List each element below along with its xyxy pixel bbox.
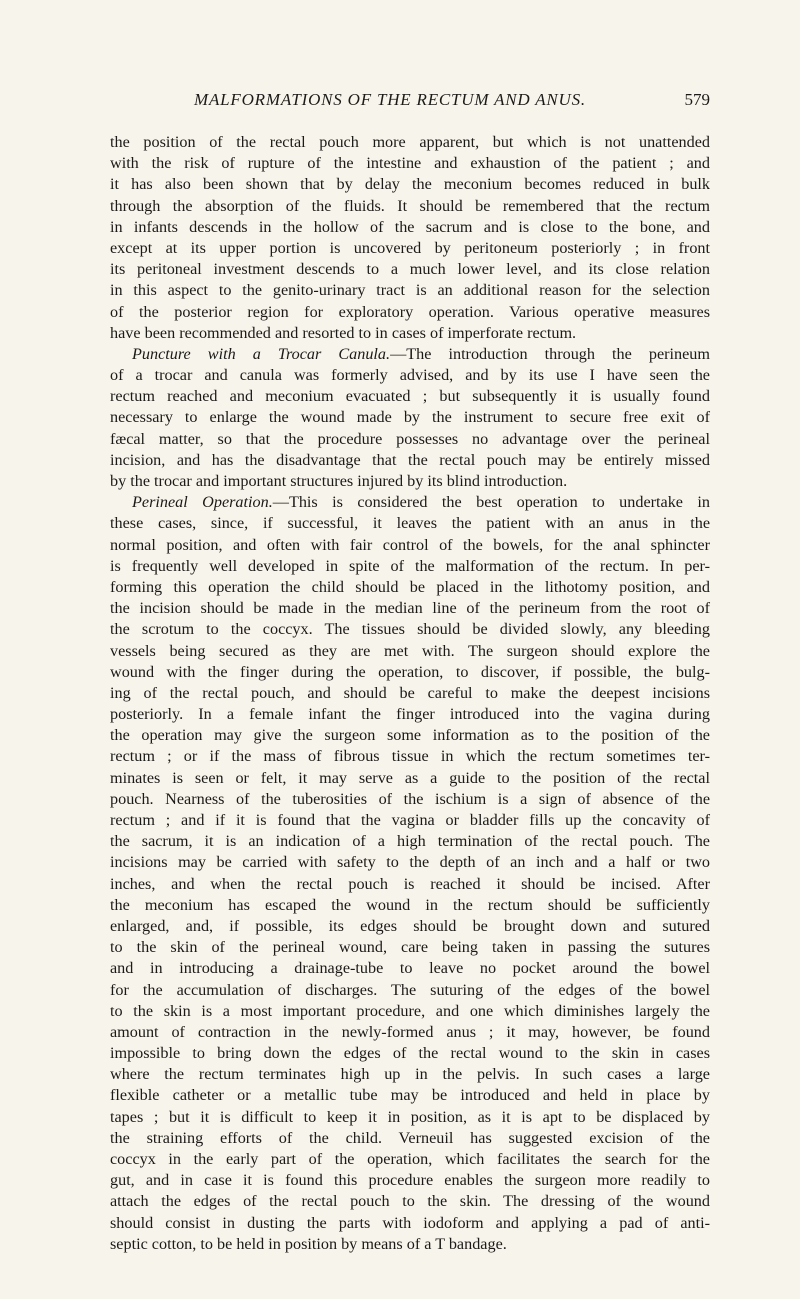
text-line: in infants descends in the hollow of the sacrum and is close to the bone, and xyxy=(110,217,710,236)
text-line: amount of contraction in the newly-formed anus ; it may, however, be found xyxy=(110,1022,710,1041)
text-line: of the posterior region for exploratory operation. Various operative measures xyxy=(110,302,710,321)
text-line: incisions may be carried with safety to the depth of an inch and a half or two xyxy=(110,853,710,872)
text-line: to the skin is a most important procedure, and one which diminishes largely the xyxy=(110,1001,710,1020)
text-line: should consist in dusting the parts with iodoform and applying a pad of anti- xyxy=(110,1213,710,1232)
text-run: —This is considered the best operation to undertake in xyxy=(272,493,710,512)
paragraph-start-perineal xyxy=(110,492,710,513)
text-line: for the accumulation of discharges. The suturing of the edges of the bowel xyxy=(110,980,710,999)
text-line: the position of the rectal pouch more apparent, but which is not unattended xyxy=(110,133,710,151)
text-line: incision, and has the disadvantage that the rectal pouch may be entirely missed xyxy=(110,450,710,469)
text-line: where the rectum terminates high up in the pelvis. In such cases a large xyxy=(110,1065,710,1084)
text-run: —The introduction through the perineum xyxy=(390,344,710,363)
running-head xyxy=(110,90,710,112)
text-line: ing of the rectal pouch, and should be careful to make the deepest incisions xyxy=(110,683,710,702)
text-line: inches, and when the rectal pouch is reached it should be incised. After xyxy=(110,874,710,893)
text-line: in this aspect to the genito-urinary tract is an additional reason for the selection xyxy=(110,281,710,300)
text-line: rectum ; and if it is found that the vagina or bladder fills up the concavity of xyxy=(110,811,710,829)
text-line: flexible catheter or a metallic tube may be introduced and held in place by xyxy=(110,1086,710,1105)
text-line: have been recommended and resorted to in cases of imperforate rectum. xyxy=(110,323,577,342)
text-line: coccyx in the early part of the operation, which facilitates the search for the xyxy=(110,1150,710,1168)
text-line: these cases, since, if successful, it leaves the patient with an anus in the xyxy=(110,514,710,533)
text-line: fæcal matter, so that the procedure possesses no advantage over the perineal xyxy=(110,429,710,448)
text-line: the scrotum to the coccyx. The tissues should be divided slowly, any bleeding xyxy=(110,620,710,639)
page-number: 579 xyxy=(684,90,710,109)
text-line: posteriorly. In a female infant the finger introduced into the vagina during xyxy=(110,705,710,724)
text-line: impossible to bring down the edges of the rectal wound to the skin in cases xyxy=(110,1044,710,1063)
text-line: pouch. Nearness of the tuberosities of the ischium is a sign of absence of the xyxy=(110,789,710,808)
text-line: normal position, and often with fair control of the bowels, for the anal sphincter xyxy=(110,535,710,554)
text-line: with the risk of rupture of the intestine and exhaustion of the patient ; and xyxy=(110,154,710,173)
text-line: of a trocar and canula was formerly advised, and by its use I have seen the xyxy=(110,366,710,385)
text-line: by the trocar and important structures injured by its blind introduction. xyxy=(110,472,568,490)
text-line: forming this operation the child should be placed in the lithotomy position, and xyxy=(110,577,710,596)
running-title: MALFORMATIONS OF THE RECTUM AND ANUS. xyxy=(194,90,586,109)
text-line: minates is seen or felt, it may serve as a guide to the position of the rectal xyxy=(110,768,710,787)
text-line: to the skin of the perineal wound, care being taken in passing the sutures xyxy=(110,938,710,957)
text-line: attach the edges of the rectal pouch to the skin. The dressing of the wound xyxy=(110,1192,710,1211)
body-text xyxy=(110,132,710,1255)
text-line: the incision should be made in the median line of the perineum from the root of xyxy=(110,599,710,618)
text-line: the meconium has escaped the wound in the rectum should be sufficiently xyxy=(110,895,710,914)
text-line: tapes ; but it is difficult to keep it in position, as it is apt to be displaced by xyxy=(110,1107,710,1126)
text-line: is frequently well developed in spite of the malformation of the rectum. In per- xyxy=(110,556,710,575)
text-line: and in introducing a drainage-tube to leave no pocket around the bowel xyxy=(110,959,710,978)
text-line: the straining efforts of the child. Verneuil has suggested excision of the xyxy=(110,1128,710,1147)
text-line: rectum reached and meconium evacuated ; but subsequently it is usually found xyxy=(110,387,710,406)
text-line: the sacrum, it is an indication of a high termination of the rectal pouch. The xyxy=(110,832,710,851)
text-line: vessels being secured as they are met with. The surgeon should explore the xyxy=(110,641,710,660)
text-line: except at its upper portion is uncovered by peritoneum posteriorly ; in front xyxy=(110,238,710,257)
text-line: it has also been shown that by delay the meconium becomes reduced in bulk xyxy=(110,175,710,194)
section-heading-perineal: Perineal Operation. xyxy=(132,493,273,512)
text-line: enlarged, and, if possible, its edges should be brought down and sutured xyxy=(110,916,710,935)
text-line: its peritoneal investment descends to a much lower level, and its close relation xyxy=(110,260,710,279)
section-heading-trocar: Puncture with a Trocar Canula. xyxy=(132,344,391,363)
paragraph-start-trocar xyxy=(110,344,710,365)
text-line: rectum ; or if the mass of fibrous tissue in which the rectum sometimes ter- xyxy=(110,747,710,766)
text-line: wound with the finger during the operation, to discover, if possible, the bulg- xyxy=(110,662,710,681)
text-line: through the absorption of the fluids. It should be remembered that the rectum xyxy=(110,196,710,215)
text-line: necessary to enlarge the wound made by the instrument to secure free exit of xyxy=(110,408,710,427)
text-line: septic cotton, to be held in position by means of a T bandage. xyxy=(110,1234,507,1253)
text-line: gut, and in case it is found this procedure enables the surgeon more readily to xyxy=(110,1171,710,1190)
text-line: the operation may give the surgeon some information as to the position of the xyxy=(110,726,710,745)
